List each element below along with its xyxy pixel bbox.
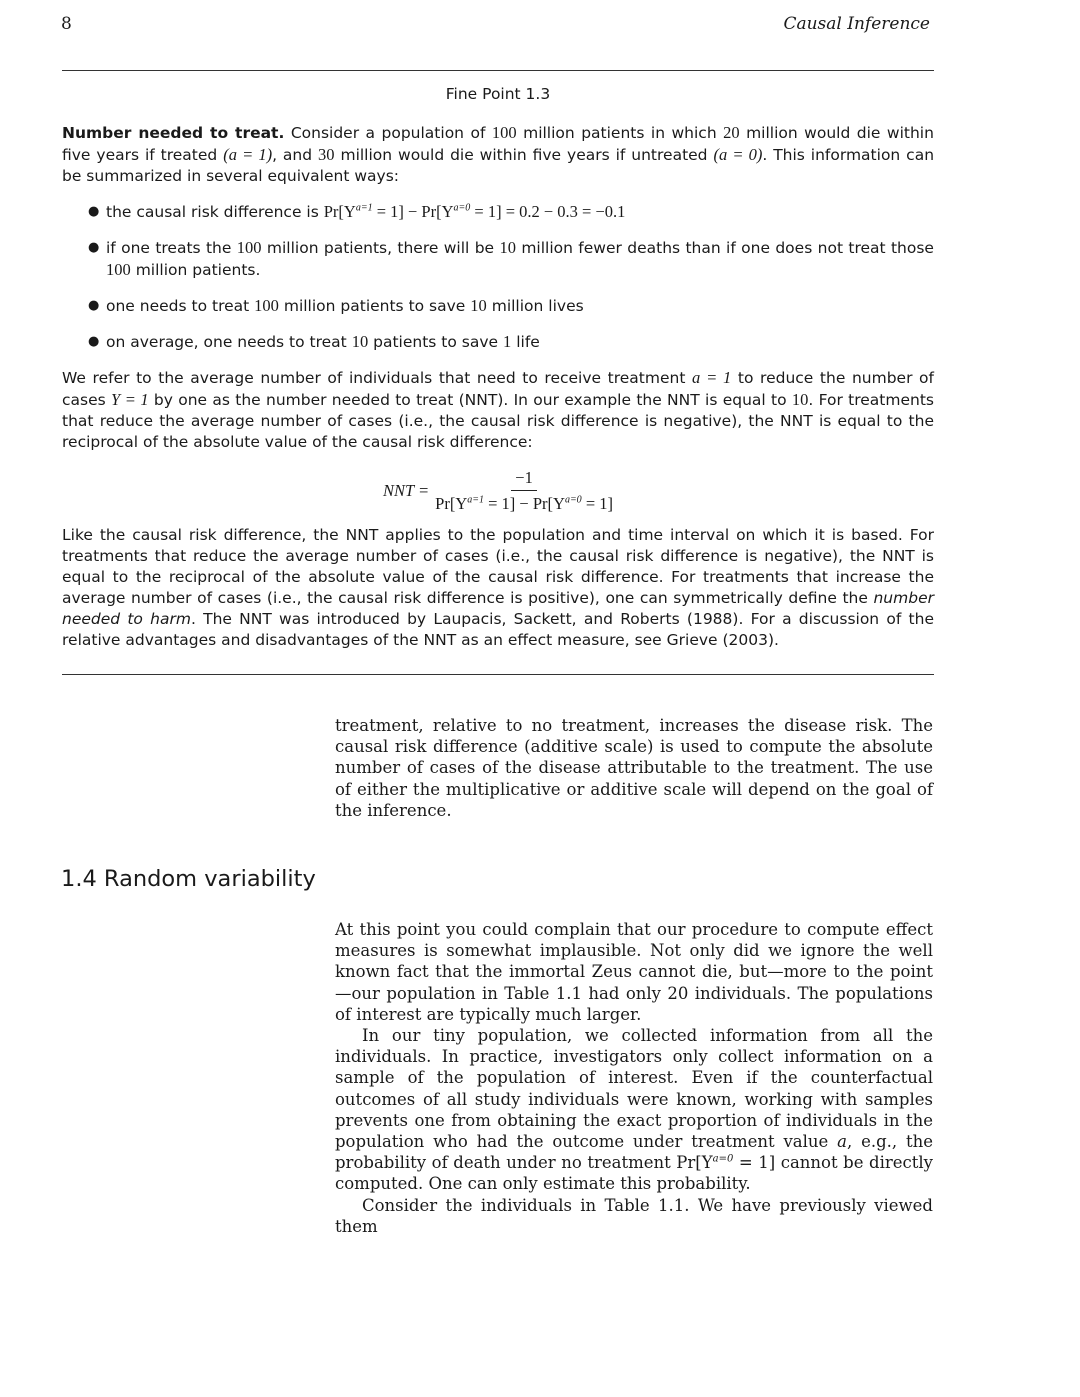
number-100: 100 [491, 123, 517, 142]
formula-lhs: NNT = [383, 480, 430, 500]
list-item-text: million patients to save [283, 297, 466, 315]
number-30: 30 [318, 145, 335, 164]
list-item-text: million lives [491, 297, 584, 315]
list-item [62, 331, 934, 353]
nnt-discussion-paragraph [62, 525, 934, 651]
math-pr: = 1] − Pr[Y [372, 202, 454, 221]
number-1: 1 [503, 332, 512, 351]
math-pr: Pr[Y [323, 202, 356, 221]
paragraph-text: cannot be directly computed. One can only estimate this probability. [335, 1153, 933, 1194]
paragraph-text: . The NNT was introduced by Laupacis, Sackett, and Roberts (1988). For a discussion of the relative advantages and disadvantages of the NNT as an effect measure, see Grieve (2003). [62, 610, 934, 649]
math-superscript: a=1 [467, 494, 484, 505]
math-pr: Pr[Y [676, 1153, 713, 1173]
section-body [335, 919, 933, 1237]
list-item-text: million fewer deaths than if one does not treat those [521, 239, 934, 257]
intro-text: . This information can be summarized in several equivalent ways: [62, 146, 935, 185]
math-pr: = 1] [581, 493, 613, 513]
bullet-icon: ● [88, 240, 100, 255]
section-heading: 1.4 Random variability [61, 866, 316, 892]
math-pr: = 1] − Pr[Y [484, 493, 565, 513]
math-a-equals-1: a = 1 [692, 368, 732, 387]
number-10: 10 [499, 238, 516, 257]
math-y-equals-1: Y = 1 [111, 390, 149, 409]
math-result: = 1] = 0.2 − 0.3 = −0.1 [470, 202, 626, 221]
continuation-paragraph [335, 715, 933, 821]
bullet-icon: ● [88, 334, 100, 349]
math-superscript: a=1 [355, 202, 373, 214]
math-superscript: a=0 [453, 202, 471, 214]
list-item-text: if one treats the [106, 239, 232, 257]
list-item-text: million patients. [135, 261, 261, 279]
math-a-equals-1: (a = 1) [223, 145, 273, 164]
list-item-text: million patients, there will be [266, 239, 495, 257]
list-item [62, 237, 934, 281]
equivalent-ways-list [62, 201, 934, 353]
paragraph-text: Like the causal risk difference, the NNT applies to the population and time interval on which it is based. For treatments that reduce the average number of cases (i.e., the causal risk difference is negative), the NNT is equal to the reciprocal of the absolute value of the causal risk difference. For treatments that increase the average number of cases (i.e., the causal risk difference is positive), one can symmetrically define the [62, 526, 934, 607]
formula-denominator [435, 491, 613, 514]
math-superscript: a=0 [564, 494, 582, 505]
paragraph-text: , e.g., the probability of death under no treatment [335, 1132, 933, 1173]
formula-numerator: −1 [511, 467, 537, 491]
running-title: Causal Inference [783, 14, 930, 34]
section-paragraph-3: Consider the individuals in Table 1.1. We have previously viewed them [335, 1195, 933, 1236]
intro-text: million would die within five years if treated [62, 124, 934, 164]
math-a-equals-0: (a = 0) [713, 145, 763, 164]
paragraph-text: by one as the number needed to treat (NNT). In our example the NNT is equal to [153, 391, 787, 409]
fine-point-top-rule [62, 70, 934, 71]
math-pr: Pr[Y [435, 493, 468, 513]
nnt-definition-paragraph [62, 367, 934, 453]
list-item [62, 295, 934, 317]
number-20: 20 [723, 123, 740, 142]
fine-point-intro [62, 122, 934, 187]
list-item-text: life [516, 333, 540, 351]
fine-point-title: Fine Point 1.3 [445, 85, 551, 103]
number-10: 10 [470, 296, 487, 315]
fine-point-box [62, 84, 934, 651]
number-100: 100 [236, 238, 262, 257]
math-a: a [837, 1132, 847, 1152]
math-pr: = 1] [733, 1153, 776, 1173]
nnt-formula [62, 465, 934, 515]
paragraph-text: . For treatments that reduce the average number of cases (i.e., the causal risk difference is negative), the NNT is equal to the reciprocal of the absolute value of the causal risk difference: [62, 391, 934, 451]
bullet-icon: ● [88, 298, 100, 313]
math-superscript: a=0 [712, 1153, 734, 1165]
intro-text: million would die within five years if untreated [340, 146, 708, 164]
italic-term: number needed to harm [62, 589, 934, 628]
number-100: 100 [254, 296, 279, 315]
paragraph-text: to reduce the number of cases [62, 369, 934, 409]
list-item [62, 201, 934, 223]
bullet-icon: ● [88, 204, 100, 219]
list-item-text: patients to save [373, 333, 499, 351]
section-paragraph-2 [335, 1025, 933, 1195]
continuation-text: treatment, relative to no treatment, increases the disease risk. The causal risk difference (additive scale) is used to compute the absolute number of cases of the disease attributable to the treatment. The use of either the multiplicative or additive scale will depend on the goal of the inference. [335, 716, 933, 820]
number-10: 10 [791, 390, 809, 409]
list-item-text: on average, one needs to treat [106, 333, 347, 351]
paragraph-text: In our tiny population, we collected information from all the individuals. In practice, investigators only collect information on a sample of the population of interest. Even if the counterfactual outcomes of all study individuals were known, working with samples prevents one from obtaining the exact proportion of individuals in the population who had the outcome under treatment value [335, 1026, 933, 1152]
section-paragraph-1: At this point you could complain that our procedure to compute effect measures is somewhat implausible. Not only did we ignore the well known fact that the immortal Zeus cannot die, but—more to the point—our population in Table 1.1 had only 20 individuals. The populations of interest are typically much larger. [335, 920, 933, 1024]
intro-text: million patients in which [523, 124, 717, 142]
number-100: 100 [106, 260, 131, 279]
intro-text: , and [272, 146, 313, 164]
list-item-text: one needs to treat [106, 297, 250, 315]
formula-fraction [435, 467, 613, 514]
page-number: 8 [61, 14, 72, 34]
paragraph-text: We refer to the average number of individuals that need to receive treatment [62, 369, 686, 387]
intro-text: Consider a population of [290, 124, 486, 142]
fine-point-bottom-rule [62, 674, 934, 675]
list-item-text: the causal risk difference is [106, 203, 319, 221]
intro-bold-term: Number needed to treat. [62, 124, 285, 142]
number-10: 10 [351, 332, 369, 351]
